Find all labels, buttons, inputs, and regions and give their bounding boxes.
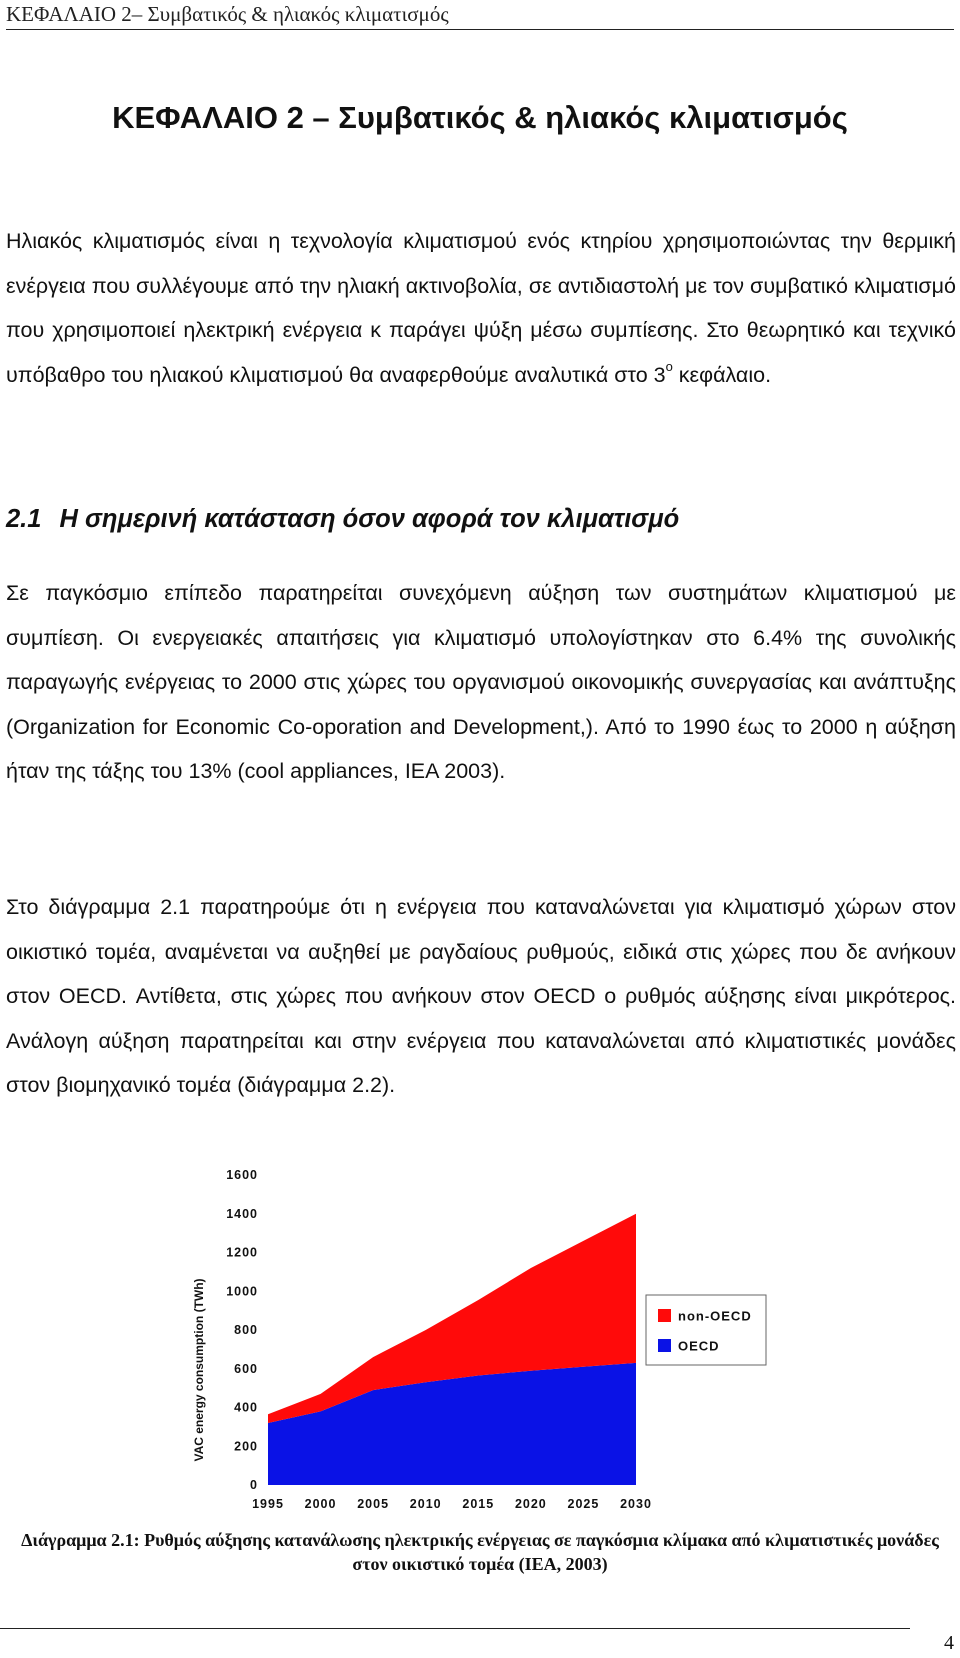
footer-rule [0,1628,910,1629]
page-number: 4 [944,1632,954,1654]
y-axis-title: VAC energy consumption (TWh) [192,1278,206,1462]
chart-container [0,1160,960,1515]
y-tick-label: 1400 [226,1206,258,1221]
area-series-oecd [268,1363,636,1485]
y-tick-label: 200 [234,1439,258,1454]
section-number: 2.1 [6,505,42,533]
legend-box [646,1295,766,1365]
x-tick-label: 2025 [567,1497,600,1511]
y-tick-label: 1000 [226,1284,258,1299]
section-title: Η σημερινή κατάσταση όσον αφορά τον κλιματισμό [59,505,680,533]
y-tick-label: 1600 [226,1168,258,1182]
intro-tail: κεφάλαιο. [672,362,772,387]
vac-energy-chart [0,1160,960,1515]
caption-text: Ρυθμός αύξησης κατανάλωσης ηλεκτρικής ενέργειας σε παγκόσμια κλίμακα από κλιματιστικές μονάδες στον οικιστικό τομέα (IEA, 2003) [139,1530,939,1574]
y-tick-label: 400 [234,1400,258,1415]
running-header: ΚΕΦΑΛΑΙΟ 2– Συμβατικός & ηλιακός κλιματισμός [6,2,954,30]
intro-paragraph [6,219,956,397]
x-tick-label: 2010 [409,1497,442,1511]
chapter-title: ΚΕΦΑΛΑΙΟ 2 – Συμβατικός & ηλιακός κλιματισμός [112,100,848,135]
x-tick-label: 2030 [620,1497,652,1511]
legend-label-non-oecd: non-OECD [678,1308,752,1324]
paragraph-3: Στο διάγραμμα 2.1 παρατηρούμε ότι η ενέργεια που καταναλώνεται για κλιματισμό χώρων στον οικιστικό τομέα, αναμένεται να αυξηθεί με ραγδαίους ρυθμούς, ειδικά στις χώρες που δε ανήκουν στον OECD. Αντίθετα, στις χώρες που ανήκουν στον OECD ο ρυθμός αύξησης είναι μικρότερος. Ανάλογη αύξηση παρατηρείται και στην ενέργεια που καταναλώνεται από κλιματιστικές μονάδες στον βιομηχανικό τομέα (διάγραμμα 2.2). [6,895,956,1097]
y-tick-label: 600 [234,1361,258,1376]
x-tick-label: 2015 [462,1497,495,1511]
caption-label: Διάγραμμα 2.1: [21,1530,140,1550]
section-heading [6,505,679,534]
ordinal-superscript: ο [665,358,673,374]
x-tick-label: 1995 [252,1497,284,1511]
legend-label-oecd: OECD [678,1338,720,1354]
legend-swatch-non-oecd [658,1309,671,1322]
intro-text: Ηλιακός κλιματισμός είναι η τεχνολογία κλιματισμού ενός κτηρίου χρησιμοποιώντας την θερμική ενέργεια που συλλέγουμε από την ηλιακή ακτινοβολία, σε αντιδιαστολή με τον συμβατικό κλιματισμό που χρησιμοποιεί ηλεκτρική ενέργεια κ παράγει ψύξη μέσω συμπίεσης. Στο θεωρητικό και τεχνικό υπόβαθρο του ηλιακού κλιματισμού θα αναφερθούμε αναλυτικά στο 3 [6,229,956,387]
y-tick-label: 800 [234,1323,258,1337]
legend-swatch-oecd [658,1339,671,1352]
paragraph-2: Σε παγκόσμιο επίπεδο παρατηρείται συνεχόμενη αύξηση των συστημάτων κλιματισμού με συμπίεση. Οι ενεργειακές απαιτήσεις για κλιματισμό υπολογίστηκαν στο 6.4% της συνολικής παραγωγής ενέργειας το 2000 στις χώρες του οργανισμού οικονομικής συνεργασίας και ανάπτυξης (Organization for Economic Co-oporation and Development,). Από το 1990 έως το 2000 η αύξηση ήταν της τάξης του 13% (cool appliances, IEA 2003). [6,581,956,783]
figure-caption [10,1528,950,1576]
x-tick-label: 2020 [514,1497,547,1511]
y-tick-label: 1200 [226,1245,258,1260]
y-tick-label: 0 [250,1478,258,1492]
x-tick-label: 2005 [357,1497,390,1511]
x-tick-label: 2000 [304,1497,337,1511]
